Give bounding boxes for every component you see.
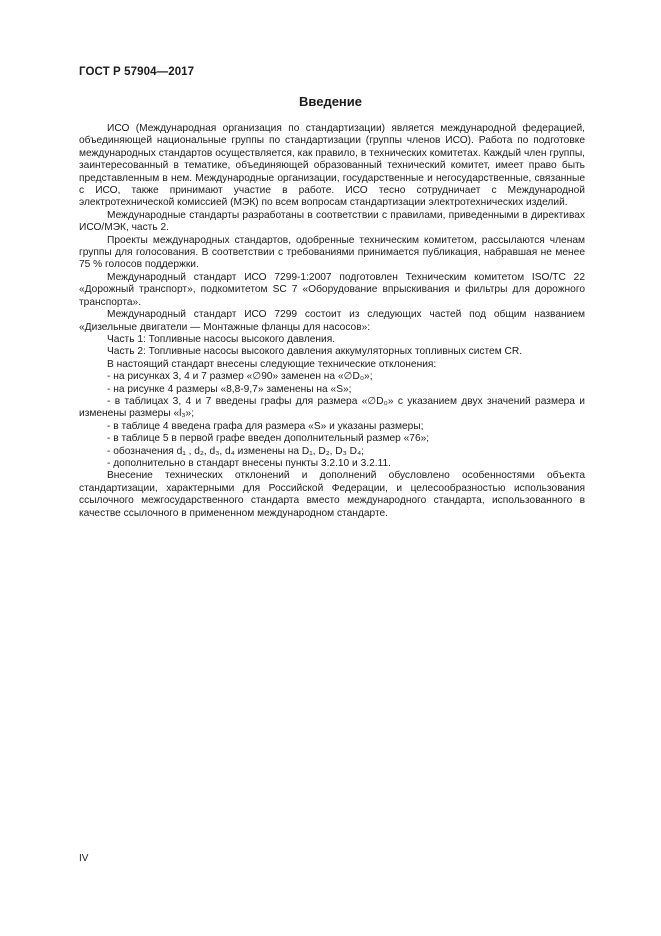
paragraph-parts-intro: Международный стандарт ИСО 7299 состоит из следующих частей под общим названием «Дизельные двигатели — Монтажные фланцы для насосов»:	[79, 309, 585, 333]
list-item: - на рисунках 3, 4 и 7 размер «∅90» заменен на «∅D₀»;	[107, 371, 373, 383]
paragraph-iso-intro: ИСО (Международная организация по стандартизации) является международной федерацией, объединяющей национальные группы по стандартизации (группы членов ИСО). Работа по подготовке международных стандартов осуществляется, как правило, в технических комитетах. Каждый член группы, заинтересованный в тематике, объединяющей образованный технический комитет, имеет право быть представленным в нем. Международные организации, государственные и негосударственные, связанные с ИСО, также принимают участие в работе. ИСО тесно сотрудничает с Международной электротехнической комиссией (МЭК) по всем вопросам стандартизации электротехнических изделий.	[79, 123, 585, 209]
paragraph-part-1: Часть 1: Топливные насосы высокого давления.	[107, 333, 336, 345]
paragraph-part-2: Часть 2: Топливные насосы высокого давления аккумуляторных топливных систем CR.	[107, 346, 523, 358]
paragraph-deviations-intro: В настоящий стандарт внесены следующие технические отклонения:	[107, 358, 437, 370]
list-item: - на рисунке 4 размеры «8,8-9,7» заменены на «S»;	[107, 383, 352, 395]
list-item: - в таблице 4 введена графа для размера «S» и указаны размеры;	[107, 420, 424, 432]
list-item: - в таблицах 3, 4 и 7 введены графы для размера «∅D₀» с указанием двух значений размера и изменены размеры «l₃»;	[79, 395, 585, 420]
body-text	[79, 123, 585, 520]
list-item: - в таблице 5 в первой графе введен дополнительный размер «76»;	[107, 433, 430, 445]
paragraph-voting: Проекты международных стандартов, одобренные техническим комитетом, рассылаются членам группы для голосования. В соответствии с требованиями принимается публикация, набравшая не менее 75 % голосов поддержки.	[79, 234, 585, 271]
section-title: Введение	[299, 94, 362, 109]
list-item: - дополнительно в стандарт внесены пункты 3.2.10 и 3.2.11.	[107, 457, 391, 469]
page-number: IV	[79, 853, 89, 864]
paragraph-conclusion: Внесение технических отклонений и дополнений обусловлено особенностями объекта стандартизации, характерными для Российской Федерации, и целесообразностью использования ссылочного межгосударственного стандарта вместо международного стандарта, использованного в качестве ссылочного в примененном международном стандарте.	[79, 470, 585, 519]
list-item: - обозначения d₁ , d₂, d₃, d₄ изменены на D₁, D₂, D₃ D₄;	[107, 445, 364, 457]
paragraph-directives: Международные стандарты разработаны в соответствии с правилами, приведенными в директивах ИСО/МЭК, часть 2.	[79, 209, 585, 234]
paragraph-standard-origin: Международный стандарт ИСО 7299-1:2007 подготовлен Техническим комитетом ISO/TC 22 «Дорожный транспорт», подкомитетом SC 7 «Оборудование впрыскивания и фильтры для дорожного транспорта».	[79, 271, 585, 308]
document-header: ГОСТ Р 57904—2017	[79, 66, 195, 78]
